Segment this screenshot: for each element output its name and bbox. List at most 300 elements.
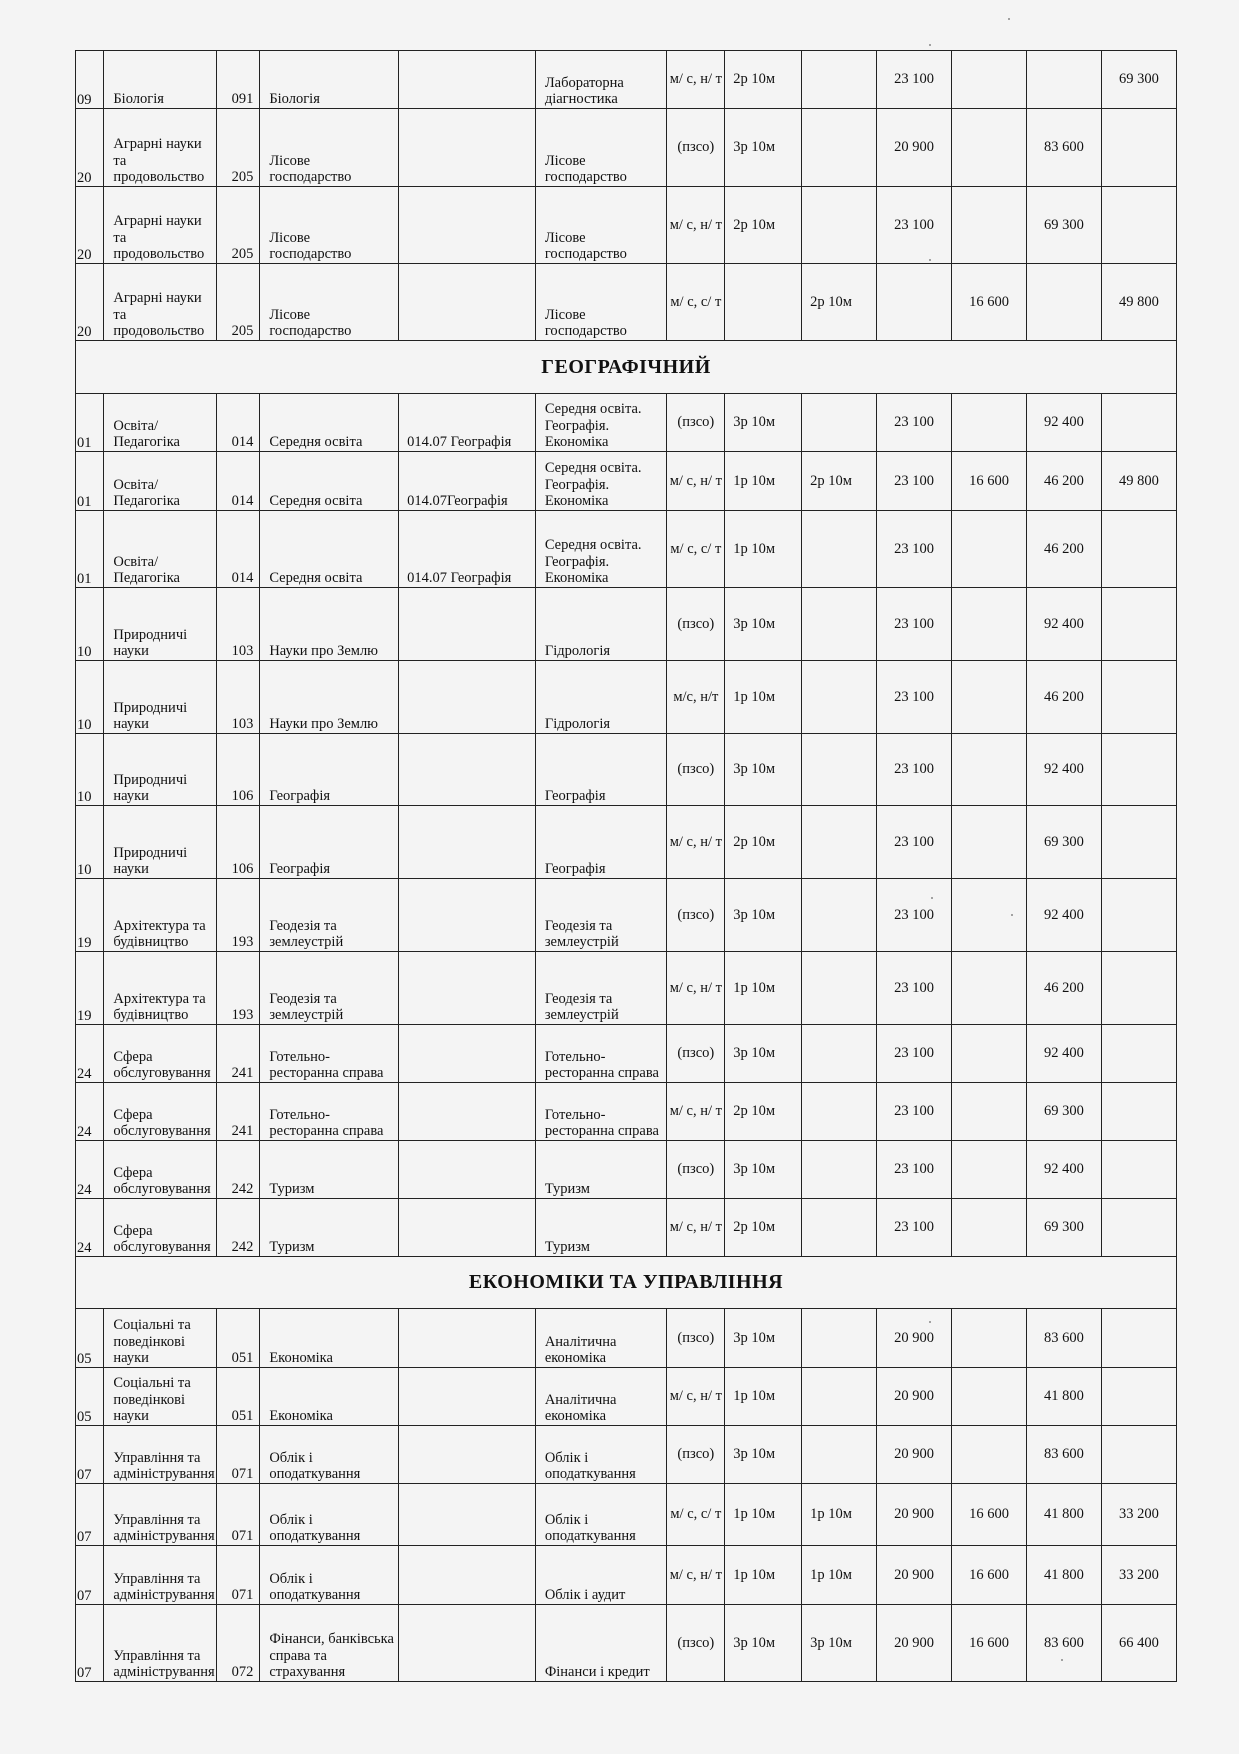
annual-fee-full-time-cell: 20 900 [877, 1605, 952, 1682]
specialization-cell [399, 1484, 536, 1546]
table-row [76, 452, 1177, 511]
total-fee-part-time-cell [1101, 661, 1176, 734]
field-cell: Аграрні науки та продовольство [104, 109, 216, 187]
program-cell: Середня освіта. Географія. Економіка [535, 452, 667, 511]
study-form-cell: (пзсо) [667, 1025, 725, 1083]
total-fee-full-time-cell [1026, 51, 1101, 109]
total-fee-full-time-cell: 69 300 [1026, 187, 1101, 264]
specialty-cell: Фінанси, банківська справа та страхування [260, 1605, 399, 1682]
code-cell: 20 [76, 109, 104, 187]
field-cell: Архітектура та будівництво [104, 952, 216, 1025]
total-fee-full-time-cell: 92 400 [1026, 1025, 1101, 1083]
specialization-cell [399, 187, 536, 264]
duration-full-time-cell: 3р 10м [725, 734, 802, 806]
total-fee-full-time-cell: 46 200 [1026, 661, 1101, 734]
specialty-cell: Економіка [260, 1309, 399, 1368]
total-fee-full-time-cell: 92 400 [1026, 879, 1101, 952]
scan-speck [1008, 18, 1010, 20]
code-cell: 05 [76, 1368, 104, 1426]
study-form-cell: (пзсо) [667, 588, 725, 661]
table-row [76, 1309, 1177, 1368]
total-fee-part-time-cell [1101, 109, 1176, 187]
specialty-cell: Середня освіта [260, 394, 399, 452]
annual-fee-full-time-cell: 23 100 [877, 661, 952, 734]
code-cell: 07 [76, 1546, 104, 1605]
annual-fee-part-time-cell [952, 1426, 1027, 1484]
specialty-number-cell: 241 [216, 1083, 260, 1141]
field-cell: Освіта/ Педагогіка [104, 452, 216, 511]
annual-fee-part-time-cell [952, 806, 1027, 879]
annual-fee-full-time-cell: 23 100 [877, 187, 952, 264]
specialty-cell: Облік і оподаткування [260, 1426, 399, 1484]
field-cell: Сфера обслуговування [104, 1141, 216, 1199]
annual-fee-part-time-cell: 16 600 [952, 452, 1027, 511]
total-fee-full-time-cell: 92 400 [1026, 394, 1101, 452]
total-fee-part-time-cell [1101, 1368, 1176, 1426]
field-cell: Сфера обслуговування [104, 1199, 216, 1257]
program-cell: Лісове господарство [535, 187, 667, 264]
total-fee-full-time-cell: 92 400 [1026, 1141, 1101, 1199]
study-form-cell: (пзсо) [667, 1605, 725, 1682]
annual-fee-part-time-cell [952, 1309, 1027, 1368]
duration-full-time-cell: 3р 10м [725, 1141, 802, 1199]
study-form-cell: м/ с, н/ т [667, 51, 725, 109]
specialization-cell [399, 661, 536, 734]
duration-part-time-cell: 2р 10м [802, 264, 877, 341]
total-fee-full-time-cell: 46 200 [1026, 952, 1101, 1025]
program-cell: Лісове господарство [535, 264, 667, 341]
total-fee-part-time-cell [1101, 1426, 1176, 1484]
faculty-heading: ЕКОНОМІКИ ТА УПРАВЛІННЯ [76, 1257, 1177, 1309]
total-fee-full-time-cell: 83 600 [1026, 1309, 1101, 1368]
total-fee-full-time-cell: 92 400 [1026, 734, 1101, 806]
field-cell: Освіта/ Педагогіка [104, 394, 216, 452]
specialty-number-cell: 241 [216, 1025, 260, 1083]
total-fee-part-time-cell [1101, 952, 1176, 1025]
total-fee-part-time-cell: 33 200 [1101, 1484, 1176, 1546]
duration-part-time-cell [802, 1426, 877, 1484]
study-form-cell: м/ с, с/ т [667, 1484, 725, 1546]
table-row [76, 51, 1177, 109]
table-row [76, 1025, 1177, 1083]
specialty-number-cell: 091 [216, 51, 260, 109]
duration-full-time-cell: 3р 10м [725, 879, 802, 952]
duration-part-time-cell [802, 1309, 877, 1368]
study-form-cell: м/ с, н/ т [667, 1368, 725, 1426]
code-cell: 24 [76, 1141, 104, 1199]
scan-speck [929, 1321, 931, 1323]
code-cell: 07 [76, 1484, 104, 1546]
total-fee-full-time-cell: 83 600 [1026, 109, 1101, 187]
total-fee-full-time-cell: 83 600 [1026, 1605, 1101, 1682]
duration-part-time-cell [802, 1083, 877, 1141]
field-cell: Сфера обслуговування [104, 1083, 216, 1141]
annual-fee-full-time-cell: 23 100 [877, 588, 952, 661]
specialty-number-cell: 071 [216, 1484, 260, 1546]
annual-fee-full-time-cell: 23 100 [877, 952, 952, 1025]
duration-part-time-cell [802, 187, 877, 264]
code-cell: 20 [76, 264, 104, 341]
program-cell: Гідрологія [535, 588, 667, 661]
total-fee-full-time-cell [1026, 264, 1101, 341]
table-row [76, 1368, 1177, 1426]
annual-fee-full-time-cell: 23 100 [877, 452, 952, 511]
specialization-cell [399, 1199, 536, 1257]
duration-part-time-cell [802, 734, 877, 806]
program-cell: Готельно-ресторанна справа [535, 1083, 667, 1141]
specialty-number-cell: 106 [216, 806, 260, 879]
specialty-cell: Туризм [260, 1141, 399, 1199]
field-cell: Природничі науки [104, 588, 216, 661]
field-cell: Природничі науки [104, 806, 216, 879]
total-fee-part-time-cell [1101, 1025, 1176, 1083]
specialization-cell: 014.07 Географія [399, 511, 536, 588]
total-fee-full-time-cell: 92 400 [1026, 588, 1101, 661]
program-cell: Готельно-ресторанна справа [535, 1025, 667, 1083]
duration-part-time-cell [802, 394, 877, 452]
table-row [76, 734, 1177, 806]
annual-fee-part-time-cell [952, 1199, 1027, 1257]
annual-fee-part-time-cell [952, 109, 1027, 187]
duration-full-time-cell: 2р 10м [725, 1083, 802, 1141]
duration-full-time-cell: 3р 10м [725, 109, 802, 187]
study-form-cell: м/ с, с/ т [667, 511, 725, 588]
total-fee-full-time-cell: 41 800 [1026, 1484, 1101, 1546]
specialization-cell [399, 1368, 536, 1426]
specialty-cell: Лісове господарство [260, 187, 399, 264]
duration-part-time-cell [802, 1141, 877, 1199]
study-form-cell: (пзсо) [667, 394, 725, 452]
total-fee-part-time-cell [1101, 394, 1176, 452]
total-fee-part-time-cell [1101, 1199, 1176, 1257]
table-row [76, 1546, 1177, 1605]
specialization-cell [399, 806, 536, 879]
specialty-cell: Лісове господарство [260, 264, 399, 341]
code-cell: 10 [76, 806, 104, 879]
specialization-cell [399, 952, 536, 1025]
specialty-number-cell: 014 [216, 511, 260, 588]
study-form-cell: (пзсо) [667, 1426, 725, 1484]
annual-fee-part-time-cell [952, 187, 1027, 264]
study-form-cell: м/ с, н/ т [667, 1083, 725, 1141]
code-cell: 10 [76, 661, 104, 734]
code-cell: 10 [76, 588, 104, 661]
study-form-cell: м/ с, н/ т [667, 1546, 725, 1605]
study-form-cell: (пзсо) [667, 1141, 725, 1199]
table-row [76, 806, 1177, 879]
total-fee-part-time-cell [1101, 806, 1176, 879]
program-cell: Облік і аудит [535, 1546, 667, 1605]
specialty-cell: Середня освіта [260, 452, 399, 511]
study-form-cell: м/ с, н/ т [667, 806, 725, 879]
specialty-number-cell: 072 [216, 1605, 260, 1682]
annual-fee-part-time-cell [952, 51, 1027, 109]
specialty-cell: Облік і оподаткування [260, 1484, 399, 1546]
specialty-number-cell: 106 [216, 734, 260, 806]
total-fee-part-time-cell [1101, 511, 1176, 588]
study-form-cell: м/ с, н/ т [667, 187, 725, 264]
code-cell: 19 [76, 879, 104, 952]
duration-part-time-cell [802, 588, 877, 661]
specialization-cell [399, 264, 536, 341]
specialty-number-cell: 242 [216, 1199, 260, 1257]
program-cell: Фінанси і кредит [535, 1605, 667, 1682]
total-fee-part-time-cell [1101, 1309, 1176, 1368]
total-fee-part-time-cell: 49 800 [1101, 452, 1176, 511]
duration-full-time-cell: 2р 10м [725, 187, 802, 264]
annual-fee-full-time-cell: 23 100 [877, 1199, 952, 1257]
duration-full-time-cell: 3р 10м [725, 1605, 802, 1682]
field-cell: Природничі науки [104, 661, 216, 734]
table-row [76, 1083, 1177, 1141]
annual-fee-part-time-cell: 16 600 [952, 264, 1027, 341]
annual-fee-full-time-cell: 20 900 [877, 1484, 952, 1546]
specialization-cell [399, 1426, 536, 1484]
annual-fee-part-time-cell: 16 600 [952, 1546, 1027, 1605]
program-cell: Геодезія та землеустрій [535, 952, 667, 1025]
field-cell: Аграрні науки та продовольство [104, 187, 216, 264]
duration-part-time-cell [802, 952, 877, 1025]
field-cell: Біологія [104, 51, 216, 109]
total-fee-full-time-cell: 41 800 [1026, 1546, 1101, 1605]
field-cell: Освіта/ Педагогіка [104, 511, 216, 588]
total-fee-part-time-cell [1101, 1083, 1176, 1141]
annual-fee-part-time-cell: 16 600 [952, 1605, 1027, 1682]
field-cell: Соціальні та поведінкові науки [104, 1368, 216, 1426]
specialty-cell: Економіка [260, 1368, 399, 1426]
table-row [76, 187, 1177, 264]
program-cell: Облік і оподаткування [535, 1426, 667, 1484]
specialization-cell [399, 51, 536, 109]
duration-part-time-cell [802, 109, 877, 187]
table-row [76, 264, 1177, 341]
field-cell: Управління та адміністрування [104, 1426, 216, 1484]
specialty-cell: Географія [260, 806, 399, 879]
study-form-cell: (пзсо) [667, 109, 725, 187]
duration-part-time-cell: 3р 10м [802, 1605, 877, 1682]
annual-fee-part-time-cell [952, 734, 1027, 806]
duration-full-time-cell: 1р 10м [725, 1484, 802, 1546]
scan-speck [1011, 914, 1013, 916]
specialty-number-cell: 205 [216, 187, 260, 264]
duration-full-time-cell: 1р 10м [725, 452, 802, 511]
code-cell: 07 [76, 1426, 104, 1484]
field-cell: Управління та адміністрування [104, 1484, 216, 1546]
study-form-cell: м/с, н/т [667, 661, 725, 734]
specialty-cell: Готельно-ресторанна справа [260, 1083, 399, 1141]
total-fee-full-time-cell: 69 300 [1026, 1199, 1101, 1257]
duration-full-time-cell: 3р 10м [725, 588, 802, 661]
specialization-cell [399, 109, 536, 187]
specialty-cell: Туризм [260, 1199, 399, 1257]
specialty-cell: Готельно-ресторанна справа [260, 1025, 399, 1083]
table-row [76, 661, 1177, 734]
specialty-number-cell: 071 [216, 1546, 260, 1605]
duration-part-time-cell: 2р 10м [802, 452, 877, 511]
specialization-cell: 014.07Географія [399, 452, 536, 511]
duration-full-time-cell: 3р 10м [725, 1025, 802, 1083]
annual-fee-part-time-cell [952, 1368, 1027, 1426]
faculty-heading: ГЕОГРАФІЧНИЙ [76, 341, 1177, 394]
field-cell: Управління та адміністрування [104, 1546, 216, 1605]
code-cell: 20 [76, 187, 104, 264]
study-form-cell: (пзсо) [667, 1309, 725, 1368]
code-cell: 07 [76, 1605, 104, 1682]
program-cell: Географія [535, 734, 667, 806]
annual-fee-full-time-cell: 23 100 [877, 1083, 952, 1141]
program-cell: Географія [535, 806, 667, 879]
study-form-cell: м/ с, н/ т [667, 452, 725, 511]
annual-fee-full-time-cell: 20 900 [877, 109, 952, 187]
duration-part-time-cell: 1р 10м [802, 1484, 877, 1546]
specialization-cell [399, 1083, 536, 1141]
specialty-number-cell: 051 [216, 1309, 260, 1368]
annual-fee-full-time-cell: 23 100 [877, 734, 952, 806]
specialty-number-cell: 205 [216, 109, 260, 187]
specialty-number-cell: 014 [216, 452, 260, 511]
table-row [76, 1605, 1177, 1682]
specialty-number-cell: 051 [216, 1368, 260, 1426]
annual-fee-full-time-cell: 20 900 [877, 1309, 952, 1368]
total-fee-part-time-cell [1101, 588, 1176, 661]
field-cell: Сфера обслуговування [104, 1025, 216, 1083]
annual-fee-full-time-cell: 23 100 [877, 51, 952, 109]
duration-full-time-cell: 1р 10м [725, 661, 802, 734]
annual-fee-full-time-cell: 23 100 [877, 394, 952, 452]
specialty-number-cell: 193 [216, 952, 260, 1025]
annual-fee-full-time-cell: 23 100 [877, 1025, 952, 1083]
field-cell: Управління та адміністрування [104, 1605, 216, 1682]
field-cell: Соціальні та поведінкові науки [104, 1309, 216, 1368]
table-row [76, 952, 1177, 1025]
program-cell: Середня освіта. Географія. Економіка [535, 511, 667, 588]
total-fee-part-time-cell: 33 200 [1101, 1546, 1176, 1605]
table-row [76, 109, 1177, 187]
code-cell: 24 [76, 1083, 104, 1141]
code-cell: 24 [76, 1199, 104, 1257]
specialization-cell [399, 1141, 536, 1199]
program-cell: Аналітична економіка [535, 1309, 667, 1368]
specialty-cell: Геодезія та землеустрій [260, 879, 399, 952]
annual-fee-full-time-cell: 23 100 [877, 1141, 952, 1199]
duration-part-time-cell [802, 661, 877, 734]
study-form-cell: м/ с, н/ т [667, 1199, 725, 1257]
code-cell: 01 [76, 452, 104, 511]
specialization-cell [399, 1546, 536, 1605]
specialty-cell: Біологія [260, 51, 399, 109]
specialty-number-cell: 205 [216, 264, 260, 341]
program-cell: Лабораторна діагностика [535, 51, 667, 109]
specialization-cell [399, 1309, 536, 1368]
table-row [76, 1141, 1177, 1199]
code-cell: 01 [76, 394, 104, 452]
field-cell: Аграрні науки та продовольство [104, 264, 216, 341]
annual-fee-full-time-cell: 23 100 [877, 879, 952, 952]
scan-speck [929, 44, 931, 46]
total-fee-part-time-cell [1101, 879, 1176, 952]
scan-speck [931, 897, 933, 899]
program-cell: Геодезія та землеустрій [535, 879, 667, 952]
field-cell: Природничі науки [104, 734, 216, 806]
total-fee-full-time-cell: 83 600 [1026, 1426, 1101, 1484]
scan-speck [1061, 1659, 1063, 1661]
scan-speck [929, 259, 931, 261]
annual-fee-full-time-cell: 23 100 [877, 806, 952, 879]
code-cell: 01 [76, 511, 104, 588]
total-fee-part-time-cell: 66 400 [1101, 1605, 1176, 1682]
specialty-cell: Науки про Землю [260, 588, 399, 661]
study-form-cell: (пзсо) [667, 734, 725, 806]
duration-full-time-cell [725, 264, 802, 341]
code-cell: 09 [76, 51, 104, 109]
faculty-heading-row [76, 341, 1177, 394]
study-form-cell: м/ с, н/ т [667, 952, 725, 1025]
study-form-cell: м/ с, с/ т [667, 264, 725, 341]
code-cell: 10 [76, 734, 104, 806]
program-cell: Облік і оподаткування [535, 1484, 667, 1546]
annual-fee-full-time-cell: 20 900 [877, 1546, 952, 1605]
specialty-number-cell: 193 [216, 879, 260, 952]
annual-fee-part-time-cell [952, 588, 1027, 661]
annual-fee-part-time-cell [952, 394, 1027, 452]
program-cell: Гідрологія [535, 661, 667, 734]
total-fee-part-time-cell [1101, 187, 1176, 264]
duration-full-time-cell: 1р 10м [725, 952, 802, 1025]
specialization-cell [399, 588, 536, 661]
duration-part-time-cell: 1р 10м [802, 1546, 877, 1605]
specialization-cell [399, 1025, 536, 1083]
annual-fee-part-time-cell [952, 952, 1027, 1025]
total-fee-full-time-cell: 46 200 [1026, 452, 1101, 511]
duration-full-time-cell: 1р 10м [725, 511, 802, 588]
specialty-number-cell: 071 [216, 1426, 260, 1484]
annual-fee-part-time-cell [952, 879, 1027, 952]
table-row [76, 511, 1177, 588]
specialty-number-cell: 242 [216, 1141, 260, 1199]
specialization-cell [399, 1605, 536, 1682]
table-row [76, 1199, 1177, 1257]
annual-fee-part-time-cell: 16 600 [952, 1484, 1027, 1546]
program-cell: Середня освіта. Географія. Економіка [535, 394, 667, 452]
total-fee-full-time-cell: 41 800 [1026, 1368, 1101, 1426]
field-cell: Архітектура та будівництво [104, 879, 216, 952]
program-cell: Туризм [535, 1141, 667, 1199]
annual-fee-full-time-cell [877, 264, 952, 341]
code-cell: 05 [76, 1309, 104, 1368]
table-row [76, 1484, 1177, 1546]
specialty-number-cell: 014 [216, 394, 260, 452]
table-row [76, 1426, 1177, 1484]
total-fee-full-time-cell: 46 200 [1026, 511, 1101, 588]
duration-part-time-cell [802, 51, 877, 109]
total-fee-full-time-cell: 69 300 [1026, 806, 1101, 879]
duration-full-time-cell: 2р 10м [725, 1199, 802, 1257]
specialty-cell: Геодезія та землеустрій [260, 952, 399, 1025]
total-fee-part-time-cell [1101, 1141, 1176, 1199]
faculty-heading-row [76, 1257, 1177, 1309]
duration-full-time-cell: 3р 10м [725, 394, 802, 452]
annual-fee-full-time-cell: 20 900 [877, 1426, 952, 1484]
program-cell: Туризм [535, 1199, 667, 1257]
specialty-cell: Облік і оподаткування [260, 1546, 399, 1605]
specialization-cell [399, 879, 536, 952]
specialization-cell: 014.07 Географія [399, 394, 536, 452]
annual-fee-part-time-cell [952, 1083, 1027, 1141]
specialty-cell: Середня освіта [260, 511, 399, 588]
annual-fee-part-time-cell [952, 511, 1027, 588]
duration-full-time-cell: 3р 10м [725, 1309, 802, 1368]
duration-full-time-cell: 1р 10м [725, 1546, 802, 1605]
